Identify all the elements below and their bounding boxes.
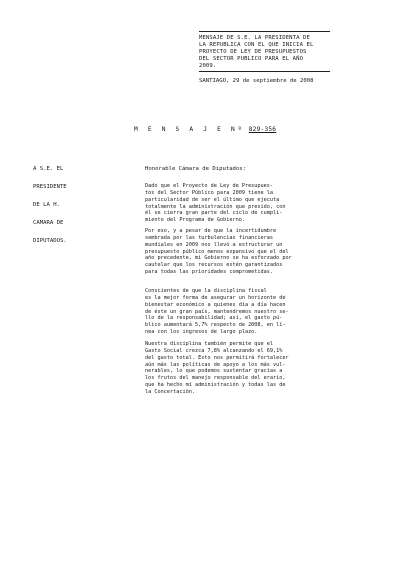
message-number-line [134,126,276,134]
addressee-line: CAMARA DE [33,220,64,226]
message-label: M E N S A J E Nº [134,126,245,133]
message-title: MENSAJE DE S.E. LA PRESIDENTA DE LA REPUBLICA CON EL QUE INICIA EL PROYECTO DE LEY DE PRESUPUESTOS DEL SECTOR PUBLICO PARA EL AÑO 2009. [199,35,314,70]
title-top-rule [199,31,330,32]
title-bottom-rule [199,71,330,72]
message-number: 829-356 [248,126,277,133]
addressee-line: A S.E. EL [33,166,64,172]
addressee-line: DE LA H. [33,202,60,208]
body-paragraph: Nuestra disciplina también permite que el Gasto Social crezca 7,8% alcanzando el 69,1% del gasto total. Esto nos permitirá fortalecer aún más las políticas de apoyo a los más vul- nerables, lo que podemos sustentar gracias a los frutos del manejo responsable del erario, que ha hecho mi administración y todas las de la Concertación. [145,341,289,395]
addressee-line: DIPUTADOS. [33,238,67,244]
salutation: Honorable Cámara de Diputados: [145,166,247,172]
addressee-line: PRESIDENTE [33,184,67,190]
body-paragraph: Dado que el Proyecto de Ley de Presupues- tos del Sector Público para 2009 tiene la particularidad de ser el último que ejecuta totalmente la administración que presido, con él se cierra gran parte del ciclo de cumpli- miento del Programa de Gobierno. [145,183,286,224]
place-date: SANTIAGO, 29 de septiembre de 2008 [199,78,314,84]
body-paragraph: Por eso, y a pesar de que la incertidumbre sembrada por las turbulencias financieras mundiales en 2009 nos llevó a estructurar un presupuesto público menos expansivo que el del año precedente, mi Gobierno se ha esforzado por cautelar que los recursos estén garantizados para todas las prioridades comprometidas. [145,228,292,276]
body-paragraph: Conscientes de que la disciplina fiscal es la mejor forma de asegurar un horizonte de bienestar económico a quienes día a día hacen de éste un gran país, mantendremos nuestro se- llo de la responsabilidad; así, el gasto pú- blico aumentará 5,7% respecto de 2008, en lí- nea con los ingresos de largo plazo. [145,288,289,336]
